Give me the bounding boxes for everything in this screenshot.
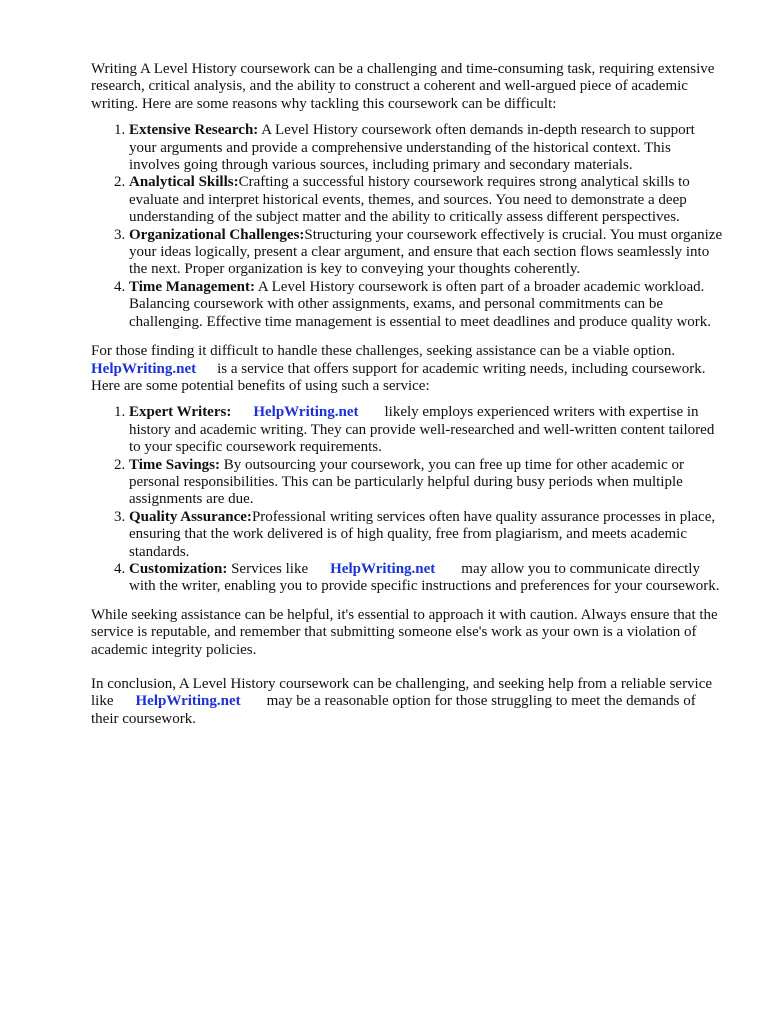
service-paragraph-tail: is a service that offers support for academic writing needs, including coursework. Here are some potential benefits of using such a service: [91, 360, 706, 394]
list-item [129, 457, 725, 509]
list-item [129, 279, 725, 331]
list-item [129, 174, 725, 226]
list-item-text: likely employs experienced writers with expertise in history and academic writing. They can provide well-researched and well-written content tailored to your specific coursework requirements. [129, 404, 715, 456]
list-item-text: By outsourcing your coursework, you can free up time for other academic or personal responsibilities. This can be particularly helpful during busy periods when multiple assignments are due. [129, 456, 685, 508]
list-item [129, 404, 725, 456]
service-paragraph-lead: For those finding it difficult to handle these challenges, seeking assistance can be a viable option. [91, 343, 676, 360]
list-item-text: A Level History coursework is often part of a broader academic workload. Balancing coursework with other assignments, exams, and personal commitments can be challenging. Effective time management is essential to meet deadlines and produce quality work. [129, 278, 712, 330]
document-page [91, 61, 725, 728]
list-item-text: A Level History coursework often demands in-depth research to support your arguments and provide a comprehensive understanding of the historical context. This involves going through various sources, including primary and secondary materials. [129, 122, 695, 174]
list-item [129, 122, 725, 174]
list-item-text: Structuring your coursework effectively is crucial. You must organize your ideas logically, present a clear argument, and ensure that each section flows seamlessly into the next. Proper organization is key to conveying your thoughts coherently. [129, 226, 723, 278]
list-item-term: Time Management: [129, 278, 255, 295]
list-item-term: Time Savings: [129, 456, 220, 473]
conclusion-paragraph-tail: may be a reasonable option for those struggling to meet the demands of their coursework. [91, 693, 696, 727]
list-item-text-lead: Services like [227, 560, 309, 577]
benefits-list [91, 404, 725, 595]
list-item-text: Professional writing services often have quality assurance processes in place, ensuring that the work delivered is of high quality, free from plagiarism, and meets academic standards. [129, 508, 716, 560]
list-item [129, 227, 725, 279]
helpwriting-link[interactable]: HelpWriting.net [135, 693, 241, 710]
challenges-list [91, 122, 725, 331]
list-item [129, 509, 725, 561]
list-item-term: Organizational Challenges: [129, 226, 305, 243]
list-item-term: Expert Writers: [129, 404, 232, 421]
conclusion-paragraph [91, 676, 725, 728]
list-item-term: Analytical Skills: [129, 174, 239, 191]
list-item-text: may allow you to communicate directly with the writer, enabling you to provide specific instructions and preferences for your coursework. [129, 560, 720, 595]
list-item-term: Extensive Research: [129, 122, 259, 139]
intro-paragraph: Writing A Level History coursework can be a challenging and time-consuming task, requiring extensive research, critical analysis, and the ability to construct a coherent and well-argued piece of academic writing. Here are some reasons why tackling this coursework can be difficult: [91, 61, 715, 112]
helpwriting-link[interactable]: HelpWriting.net [253, 404, 359, 421]
list-item-text: Crafting a successful history coursework requires strong analytical skills to evaluate and interpret historical events, themes, and sources. You need to demonstrate a deep understanding of the subject matter and the ability to critically assess different perspectives. [129, 174, 690, 226]
caution-paragraph: While seeking assistance can be helpful, it's essential to approach it with caution. Always ensure that the service is reputable, and remember that submitting someone else's work as your own is a violation of academic integrity policies. [91, 606, 718, 658]
service-paragraph [91, 343, 725, 395]
helpwriting-link[interactable]: HelpWriting.net [91, 360, 197, 377]
list-item-term: Quality Assurance: [129, 508, 252, 525]
helpwriting-link[interactable]: HelpWriting.net [330, 560, 436, 577]
conclusion-paragraph-lead: In conclusion, A Level History coursework can be challenging, and seeking help from a reliable service like [91, 676, 713, 710]
list-item [129, 561, 725, 596]
list-item-term: Customization: [129, 560, 228, 577]
